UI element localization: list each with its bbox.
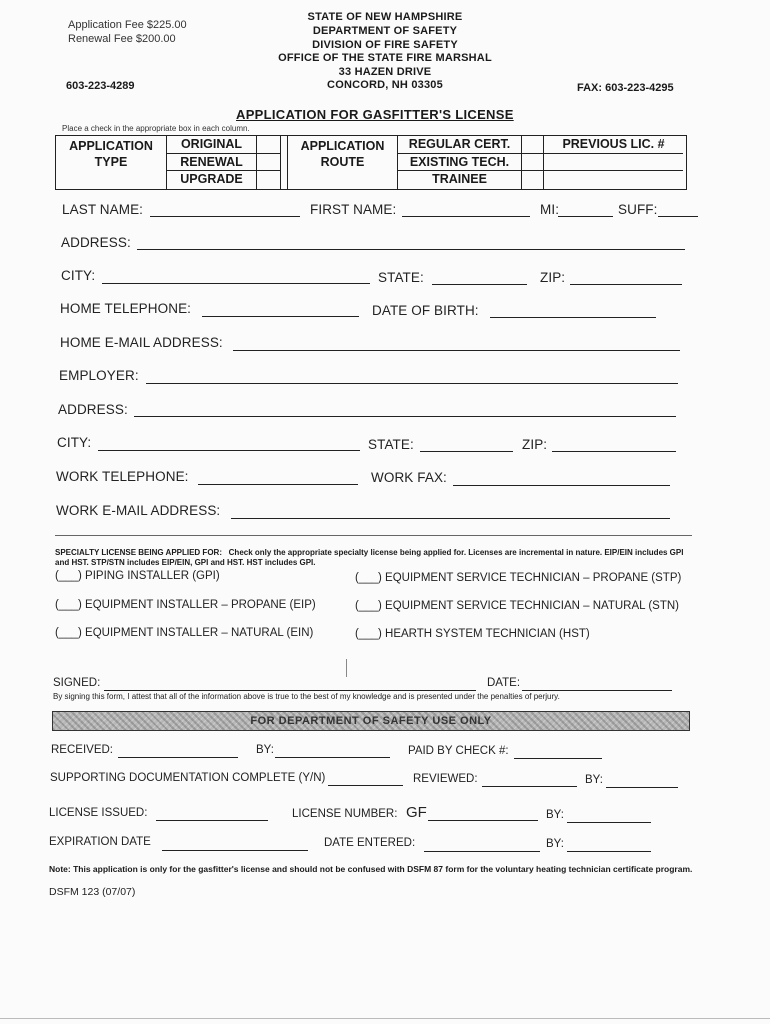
option-gpi[interactable]: (___) PIPING INSTALLER (GPI): [55, 570, 220, 582]
office-use-banner: FOR DEPARTMENT OF SAFETY USE ONLY: [52, 711, 690, 731]
agency-office: OFFICE OF THE STATE FIRE MARSHAL: [278, 52, 492, 64]
employer-field[interactable]: [146, 383, 678, 384]
column-gap: [281, 136, 288, 189]
received-by-label: BY:: [256, 744, 274, 756]
signature-field[interactable]: [104, 690, 476, 691]
previous-license-label: PREVIOUS LIC. #: [544, 136, 683, 154]
home-telephone-field[interactable]: [202, 316, 359, 317]
mi-label: MI:: [540, 202, 560, 217]
type-upgrade-checkbox[interactable]: [257, 171, 281, 189]
license-number-label: LICENSE NUMBER:: [292, 808, 398, 820]
option-stp[interactable]: (___) EQUIPMENT SERVICE TECHNICIAN – PROPANE (STP): [355, 572, 682, 584]
footer-note: Note: This application is only for the gasfitter's license and should not be confused with DSFM 87 form for the voluntary heating technician certificate program.: [49, 864, 693, 874]
specialty-instructions: [55, 548, 689, 568]
work-email-field[interactable]: [231, 518, 670, 519]
type-renewal-checkbox[interactable]: [257, 154, 281, 172]
license-by-label: BY:: [546, 809, 564, 821]
license-prefix: GF: [406, 804, 427, 821]
received-by-field[interactable]: [275, 757, 390, 758]
home-address-field[interactable]: [137, 249, 685, 250]
entered-by-field[interactable]: [567, 851, 651, 852]
type-renewal: RENEWAL: [167, 154, 257, 172]
suffix-label: SUFF:: [618, 202, 658, 217]
attestation-text: By signing this form, I attest that all of the information above is true to the best of my knowledge and is presented under the penalties of perjury.: [53, 692, 560, 701]
application-header-table: [55, 135, 687, 190]
paid-by-check-label: PAID BY CHECK #:: [408, 745, 509, 757]
license-issued-label: LICENSE ISSUED:: [49, 807, 148, 819]
home-city-field[interactable]: [102, 283, 370, 284]
license-number-field[interactable]: [428, 820, 538, 821]
date-of-birth-field[interactable]: [490, 317, 656, 318]
mi-field[interactable]: [558, 216, 613, 217]
work-telephone-field[interactable]: [198, 484, 358, 485]
signature-date-label: DATE:: [487, 677, 521, 689]
reviewed-by-field[interactable]: [606, 787, 678, 788]
route-existing-tech: EXISTING TECH.: [398, 154, 522, 172]
option-hst[interactable]: (___) HEARTH SYSTEM TECHNICIAN (HST): [355, 628, 590, 640]
route-existing-checkbox[interactable]: [522, 154, 544, 172]
form-id: DSFM 123 (07/07): [49, 886, 136, 898]
application-type-label: APPLICATION TYPE: [56, 136, 167, 189]
work-city-label: CITY:: [57, 435, 92, 450]
application-fee: Application Fee $225.00: [68, 19, 187, 31]
date-of-birth-label: DATE OF BIRTH:: [372, 303, 479, 318]
work-state-field[interactable]: [420, 451, 513, 452]
date-entered-label: DATE ENTERED:: [324, 837, 416, 849]
type-original-checkbox[interactable]: [257, 136, 281, 154]
route-regular-cert: REGULAR CERT.: [398, 136, 522, 154]
reviewed-by-label: BY:: [585, 774, 603, 786]
agency-division: DIVISION OF FIRE SAFETY: [312, 39, 458, 51]
work-address-field[interactable]: [134, 416, 676, 417]
work-email-label: WORK E-MAIL ADDRESS:: [56, 503, 221, 518]
agency-state: STATE OF NEW HAMPSHIRE: [307, 11, 463, 23]
work-city-field[interactable]: [98, 450, 360, 451]
work-zip-label: ZIP:: [522, 437, 548, 452]
suffix-field[interactable]: [658, 216, 698, 217]
expiration-date-label: EXPIRATION DATE: [49, 836, 151, 848]
home-email-label: HOME E-MAIL ADDRESS:: [60, 335, 223, 350]
previous-license-field-1[interactable]: [544, 154, 683, 172]
home-zip-field[interactable]: [570, 284, 682, 285]
work-fax-label: WORK FAX:: [371, 470, 447, 485]
fax-number: FAX: 603-223-4295: [577, 82, 674, 94]
work-zip-field[interactable]: [552, 451, 676, 452]
home-telephone-label: HOME TELEPHONE:: [60, 301, 192, 316]
specialty-heading: SPECIALTY LICENSE BEING APPLIED FOR:: [55, 548, 222, 557]
home-email-field[interactable]: [233, 350, 680, 351]
license-by-field[interactable]: [567, 822, 651, 823]
supporting-docs-label: SUPPORTING DOCUMENTATION COMPLETE (Y/N): [50, 772, 326, 784]
license-issued-field[interactable]: [156, 820, 268, 821]
type-original: ORIGINAL: [167, 136, 257, 154]
agency-street: 33 HAZEN DRIVE: [338, 66, 432, 78]
expiration-date-field[interactable]: [162, 850, 308, 851]
first-name-label: FIRST NAME:: [310, 202, 397, 217]
option-ein[interactable]: (___) EQUIPMENT INSTALLER – NATURAL (EIN): [55, 627, 314, 639]
received-field[interactable]: [118, 757, 238, 758]
home-city-label: CITY:: [61, 268, 96, 283]
employer-label: EMPLOYER:: [59, 368, 139, 383]
last-name-field[interactable]: [150, 216, 300, 217]
home-state-field[interactable]: [432, 284, 527, 285]
specialty-note: Check only the appropriate specialty license being applied for. Licenses are incremental in nature. EIP/EIN includes GPI and HST. STP/STN includes EIP/EIN, GPI and HST. HST includes GPI.: [55, 548, 684, 567]
received-label: RECEIVED:: [51, 744, 113, 756]
form-title: APPLICATION FOR GASFITTER'S LICENSE: [236, 107, 514, 122]
previous-license-field-2[interactable]: [544, 171, 683, 189]
reviewed-field[interactable]: [482, 786, 577, 787]
type-upgrade: UPGRADE: [167, 171, 257, 189]
first-name-field[interactable]: [402, 216, 530, 217]
signed-label: SIGNED:: [53, 677, 101, 689]
home-state-label: STATE:: [378, 270, 424, 285]
supporting-docs-field[interactable]: [328, 785, 403, 786]
page-edge: [0, 1018, 770, 1019]
check-number-field[interactable]: [514, 758, 602, 759]
route-trainee: TRAINEE: [398, 171, 522, 189]
work-address-label: ADDRESS:: [58, 402, 128, 417]
work-state-label: STATE:: [368, 437, 414, 452]
signature-date-field[interactable]: [522, 690, 672, 691]
option-eip[interactable]: (___) EQUIPMENT INSTALLER – PROPANE (EIP): [55, 599, 316, 611]
work-fax-field[interactable]: [453, 485, 670, 486]
agency-department: DEPARTMENT OF SAFETY: [312, 25, 458, 37]
home-address-label: ADDRESS:: [61, 235, 131, 250]
date-entered-field[interactable]: [424, 851, 540, 852]
entered-by-label: BY:: [546, 838, 564, 850]
reviewed-label: REVIEWED:: [413, 773, 478, 785]
last-name-label: LAST NAME:: [62, 202, 144, 217]
agency-city: CONCORD, NH 03305: [327, 79, 443, 91]
route-regular-checkbox[interactable]: [522, 136, 544, 154]
phone-number: 603-223-4289: [66, 80, 135, 92]
route-trainee-checkbox[interactable]: [522, 171, 544, 189]
check-instruction: Place a check in the appropriate box in each column.: [62, 124, 250, 133]
section-divider: [55, 535, 692, 536]
scan-mark: [346, 659, 347, 677]
option-stn[interactable]: (___) EQUIPMENT SERVICE TECHNICIAN – NATURAL (STN): [355, 600, 679, 612]
renewal-fee: Renewal Fee $200.00: [68, 33, 176, 45]
application-route-label: APPLICATION ROUTE: [288, 136, 398, 189]
work-telephone-label: WORK TELEPHONE:: [56, 469, 189, 484]
home-zip-label: ZIP:: [540, 270, 566, 285]
